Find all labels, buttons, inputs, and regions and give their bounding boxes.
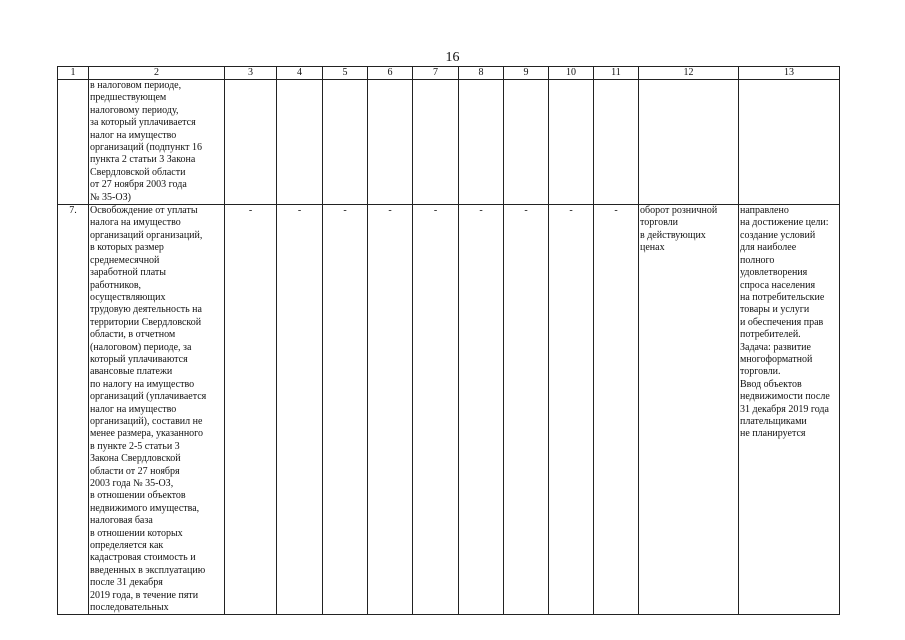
value-cell: - bbox=[594, 205, 639, 615]
purpose-cell: направлено на достижение цели: создание условий для наиболее полного удовлетворения спроса населения на потребительские товары и услуги и обеспечения прав потребителей. Задача: развитие многоформатной торговли. Ввод объектов недвижимости после 31 декабря 2019 года плательщиками не планируется bbox=[739, 205, 840, 615]
value-cell: - bbox=[225, 205, 277, 615]
page-number: 16 bbox=[445, 50, 460, 65]
table-header-row bbox=[58, 67, 840, 80]
data-table bbox=[57, 66, 840, 615]
table-row bbox=[58, 80, 840, 205]
value-cell: - bbox=[459, 205, 504, 615]
column-header: 2 bbox=[89, 67, 225, 80]
column-header: 5 bbox=[323, 67, 368, 80]
column-header: 4 bbox=[277, 67, 323, 80]
value-cell bbox=[368, 80, 413, 205]
column-header: 9 bbox=[504, 67, 549, 80]
indicator-cell bbox=[639, 80, 739, 205]
column-header: 8 bbox=[459, 67, 504, 80]
indicator-cell: оборот розничной торговли в действующих ценах bbox=[639, 205, 739, 615]
value-cell: - bbox=[413, 205, 459, 615]
value-cell: - bbox=[504, 205, 549, 615]
value-cell bbox=[549, 80, 594, 205]
column-header: 3 bbox=[225, 67, 277, 80]
value-cell bbox=[323, 80, 368, 205]
value-cell bbox=[277, 80, 323, 205]
column-header: 10 bbox=[549, 67, 594, 80]
column-header: 11 bbox=[594, 67, 639, 80]
value-cell bbox=[504, 80, 549, 205]
value-cell: - bbox=[277, 205, 323, 615]
column-header: 12 bbox=[639, 67, 739, 80]
value-cell: - bbox=[368, 205, 413, 615]
description-cell: Освобождение от уплаты налога на имущество организаций организаций, в которых размер среднемесячной заработной платы работников, осуществляющих трудовую деятельность на территории Свердловской области, в отчетном (налоговом) периоде, за который уплачиваются авансовые платежи по налогу на имущество организаций (уплачивается налог на имущество организаций), составил не менее размера, указанного в пункте 2-5 статьи 3 Закона Свердловской области от 27 ноября 2003 года № 35-ОЗ, в отношении объектов недвижимого имущества, налоговая база в отношении которых определяется как кадастровая стоимость и введенных в эксплуатацию после 31 декабря 2019 года, в течение пяти последовательных bbox=[89, 205, 225, 615]
column-header: 7 bbox=[413, 67, 459, 80]
value-cell: - bbox=[323, 205, 368, 615]
purpose-cell bbox=[739, 80, 840, 205]
value-cell bbox=[594, 80, 639, 205]
column-header: 6 bbox=[368, 67, 413, 80]
column-header: 1 bbox=[58, 67, 89, 80]
table-row bbox=[58, 205, 840, 615]
value-cell bbox=[413, 80, 459, 205]
description-cell: в налоговом периоде, предшествующем налоговому периоду, за который уплачивается налог на имущество организаций (подпункт 16 пункта 2 статьи 3 Закона Свердловской области от 27 ноября 2003 года № 35-ОЗ) bbox=[89, 80, 225, 205]
row-number-cell bbox=[58, 80, 89, 205]
value-cell bbox=[225, 80, 277, 205]
row-number-cell: 7. bbox=[58, 205, 89, 615]
value-cell bbox=[459, 80, 504, 205]
column-header: 13 bbox=[739, 67, 840, 80]
value-cell: - bbox=[549, 205, 594, 615]
